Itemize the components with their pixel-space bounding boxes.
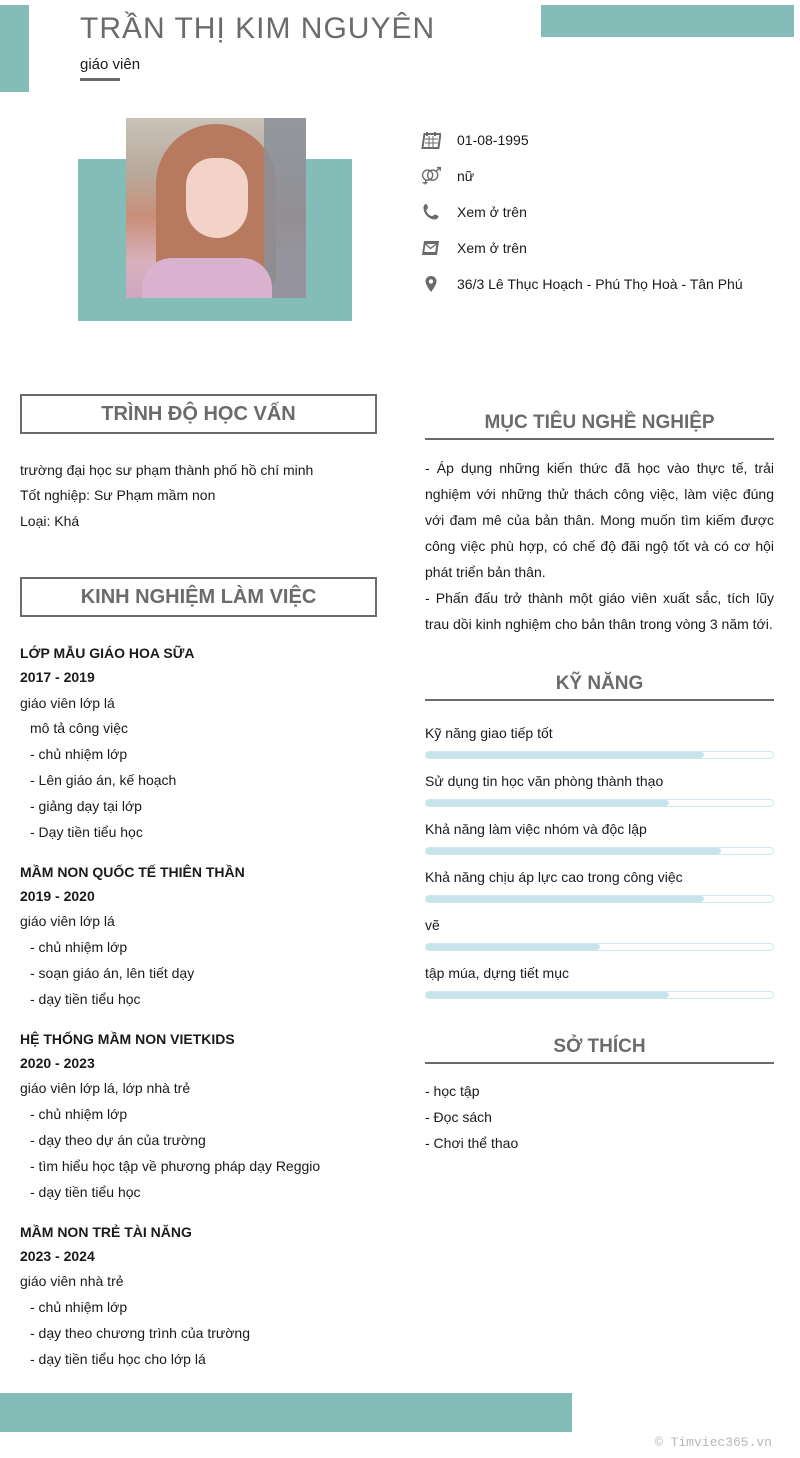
hobby-item: - Đọc sách [425,1109,492,1125]
job-position: giáo viên nhà trẻ [20,1273,124,1289]
job-company: MẦM NON QUỐC TẾ THIÊN THẦN [20,864,245,880]
skill-bar [425,895,774,903]
job-detail: - soạn giáo án, lên tiết dạy [30,965,195,981]
skill-bar [425,799,774,807]
accent-bar-left [0,5,29,92]
contact-gender [420,164,475,188]
hobby-item: - Chơi thể thao [425,1135,519,1151]
candidate-name: TRẦN THỊ KIM NGUYÊN [80,12,436,45]
job-detail: - chủ nhiệm lớp [30,1299,128,1315]
job-detail: - Dạy tiền tiểu học [30,824,143,840]
skill-fill [426,896,704,902]
skill-fill [426,800,669,806]
skill-fill [426,944,600,950]
title-underline [80,78,120,81]
phone-icon [420,202,442,222]
job-position: giáo viên lớp lá [20,695,115,711]
job-detail: - dạy theo dự án của trường [30,1132,206,1148]
email-icon [420,238,442,258]
contact-birthday [420,128,529,152]
experience-heading: KINH NGHIỆM LÀM VIỆC [20,577,377,617]
education-heading: TRÌNH ĐỘ HỌC VẤN [20,394,377,434]
skill-bar [425,991,774,999]
job-detail: - dạy tiền tiểu học [30,1184,141,1200]
watermark: © Timviec365.vn [654,1435,772,1450]
job-title: giáo viên [80,56,141,73]
job-period: 2019 - 2020 [20,888,95,904]
skill-label: vẽ [425,917,440,933]
skill-label: Sử dụng tin học văn phòng thành thạo [425,773,664,789]
objective-paragraph: - Phấn đấu trở thành một giáo viên xuất sắc, tích lũy trau dồi kinh nghiệm cho bản thân trong vòng 3 năm tới. [425,590,774,632]
skill-bar [425,751,774,759]
job-period: 2017 - 2019 [20,669,95,685]
contact-address [420,272,743,296]
accent-bar-bottom [0,1393,572,1432]
job-detail: - dạy tiền tiểu học cho lớp lá [30,1351,206,1367]
education-line: Loại: Khá [20,513,80,529]
job-company: MẦM NON TRẺ TÀI NĂNG [20,1224,192,1240]
birthday-value: 01-08-1995 [457,132,529,148]
skill-label: Khả năng làm việc nhóm và độc lập [425,821,647,837]
job-detail: - Lên giáo án, kế hoạch [30,772,177,788]
hobby-item: - học tập [425,1083,480,1099]
contact-phone [420,200,527,224]
skill-label: Kỹ năng giao tiếp tốt [425,725,553,741]
contact-email [420,236,527,260]
avatar [126,118,306,298]
job-period: 2023 - 2024 [20,1248,95,1264]
hobbies-heading: SỞ THÍCH [425,1036,774,1064]
skill-label: Khả năng chịu áp lực cao trong công việc [425,869,683,885]
email-value: Xem ở trên [457,240,527,256]
gender-value: nữ [457,168,475,184]
map-marker-icon [420,274,442,294]
calendar-icon [420,130,442,150]
job-detail: - giảng dạy tại lớp [30,798,142,814]
address-value: 36/3 Lê Thục Hoạch - Phú Thọ Hoà - Tân Phú [457,276,743,292]
job-detail: - tìm hiểu học tập về phương pháp dạy Reggio [30,1158,321,1174]
job-company: HỆ THỐNG MẦM NON VIETKIDS [20,1031,235,1047]
job-position: giáo viên lớp lá, lớp nhà trẻ [20,1080,191,1096]
accent-bar-top-right [541,5,794,37]
objective-paragraph: - Áp dụng những kiến thức đã học vào thực tế, trải nghiệm với những thử thách công việc, làm việc đúng với đam mê của bản thân. Mong muốn tìm kiếm được công việc phù hợp, có chế độ đãi ngộ tốt và có cơ hội phát triển bản thân. [425,460,774,580]
job-detail: - dạy theo chương trình của trường [30,1325,250,1341]
skills-heading: KỸ NĂNG [425,673,774,701]
phone-value: Xem ở trên [457,204,527,220]
skill-fill [426,752,704,758]
skill-fill [426,848,721,854]
education-line: Tốt nghiệp: Sư Phạm mầm non [20,487,216,503]
skill-bar [425,847,774,855]
skill-label: tập múa, dựng tiết mục [425,965,569,981]
job-period: 2020 - 2023 [20,1055,95,1071]
objective-heading: MỤC TIÊU NGHỀ NGHIỆP [425,412,774,440]
job-detail: mô tả công việc [30,720,129,736]
job-position: giáo viên lớp lá [20,913,115,929]
education-line: trường đại học sư phạm thành phố hồ chí minh [20,462,314,478]
objective-text [425,455,774,637]
gender-icon [420,166,442,186]
job-detail: - chủ nhiệm lớp [30,746,128,762]
job-detail: - chủ nhiệm lớp [30,939,128,955]
job-detail: - chủ nhiệm lớp [30,1106,128,1122]
job-company: LỚP MẪU GIÁO HOA SỮA [20,645,195,661]
skill-fill [426,992,669,998]
job-detail: - dạy tiền tiểu học [30,991,141,1007]
skill-bar [425,943,774,951]
